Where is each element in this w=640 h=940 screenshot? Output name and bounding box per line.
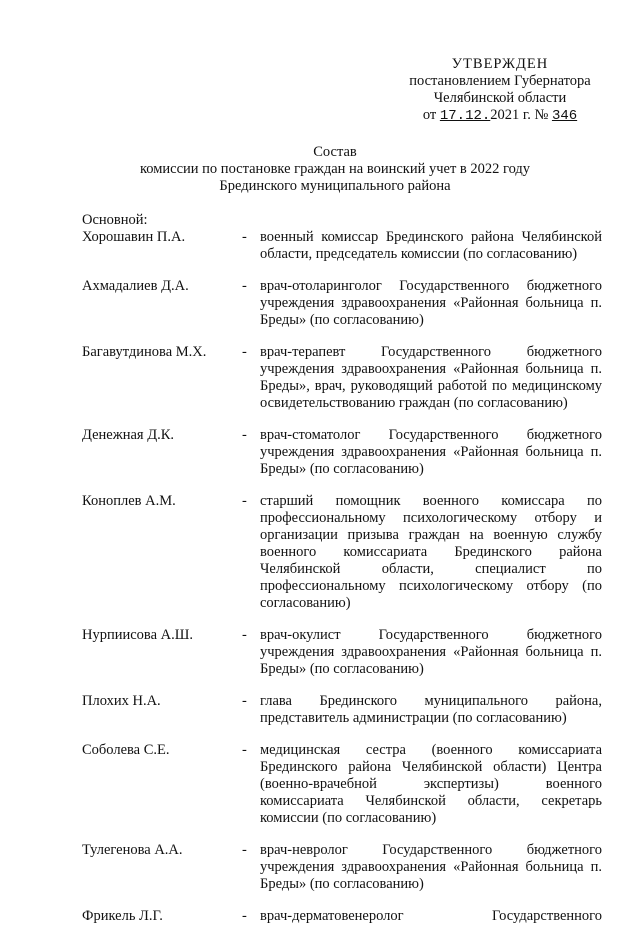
member-name: Денежная Д.К. [82,427,175,443]
member-dash: - [242,627,247,643]
member-row [82,842,602,893]
member-name: Фрикель Л.Г. [82,908,163,924]
member-name: Плохих Н.А. [82,693,161,709]
member-name: Нурпиисова А.Ш. [82,627,194,643]
member-role: врач-окулист Государственного бюджетного учреждения здравоохранения «Районная больница п. Бреды» (по согласованию) [260,627,602,677]
approval-number: 346 [551,108,578,124]
section-label: Основной: [82,212,148,228]
approval-line-1: постановлением Губернатора [409,73,591,89]
approval-title: УТВЕРЖДЕН [451,56,549,72]
member-name: Тулегенова А.А. [82,842,183,858]
member-role: врач-отоларинголог Государственного бюджетного учреждения здравоохранения «Районная больница п. Бреды» (по согласованию) [260,278,602,328]
heading-line-3: Брединского муниципального района [219,178,451,194]
member-dash: - [242,693,247,709]
heading-line-1: Состав [313,144,357,160]
member-dash: - [242,427,247,443]
member-name: Соболева С.Е. [82,742,170,758]
member-row [82,344,602,412]
members-list [82,229,602,940]
approval-block [380,56,620,125]
approval-line-2: Челябинской области [433,90,567,106]
member-row [82,278,602,329]
member-role: врач-невролог Государственного бюджетного учреждения здравоохранения «Районная больница п. Бреды» (по согласованию) [260,842,602,892]
member-role: медицинская сестра (военного комиссариата Брединского района Челябинской области) Центра (военно-врачебной экспертизы) военного комиссариата Челябинской области, секретарь комиссии (по согласованию) [260,742,602,826]
member-name: Коноплев А.М. [82,493,176,509]
member-role: врач-терапевт Государственного бюджетного учреждения здравоохранения «Районная больница п. Бреды», врач, руководящий работой по медицинскому освидетельствованию граждан (по согласованию) [260,344,602,411]
document-heading [60,144,610,195]
member-dash: - [242,344,247,360]
member-role: старший помощник военного комиссара по профессиональному психологическому отбору и организации призыва граждан на военную службу военного комиссариата Брединского района Челябинской области, специалист по профессиональному психологическому отбору (по согласованию) [260,493,602,611]
member-role: врач-дерматовенеролог Государственного [260,908,602,924]
approval-date-line [380,107,620,125]
member-dash: - [242,278,247,294]
member-name: Багавутдинова М.Х. [82,344,207,360]
approval-date-year: 2021 г. № [490,107,549,123]
member-dash: - [242,842,247,858]
heading-line-2: комиссии по постановке граждан на воинский учет в 2022 году [139,161,531,177]
member-role: военный комиссар Брединского района Челябинской области, председатель комиссии (по согласованию) [260,229,602,262]
member-row [82,493,602,612]
member-dash: - [242,742,247,758]
member-row [82,627,602,678]
member-row [82,742,602,827]
member-row [82,693,602,727]
member-name: Ахмадалиев Д.А. [82,278,189,294]
member-name: Хорошавин П.А. [82,229,186,245]
member-role: врач-стоматолог Государственного бюджетного учреждения здравоохранения «Районная больница п. Бреды» (по согласованию) [260,427,602,477]
member-row [82,427,602,478]
member-row [82,229,602,263]
member-role: глава Брединского муниципального района, представитель администрации (по согласованию) [260,693,602,726]
approval-date: 17.12. [439,108,491,124]
member-row [82,908,602,925]
member-dash: - [242,908,247,924]
member-dash: - [242,229,247,245]
member-dash: - [242,493,247,509]
approval-date-prefix: от [422,107,437,123]
